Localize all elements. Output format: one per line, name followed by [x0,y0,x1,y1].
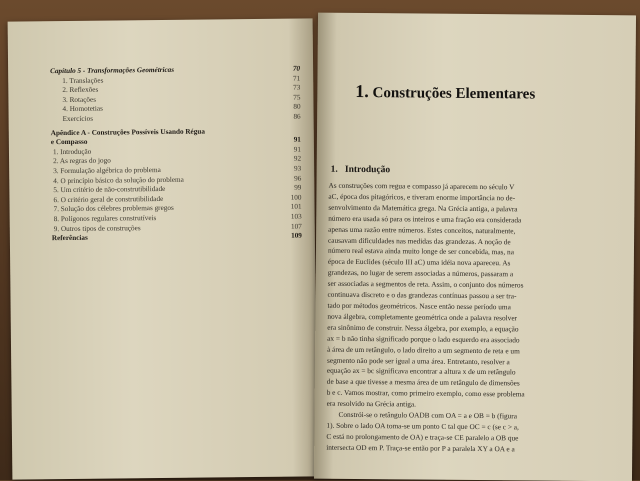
toc-entry-page: 73 [280,84,300,94]
toc-entry-label: e Compasso [51,138,88,148]
chapter-title-text: Construções Elementares [373,85,536,102]
body-line: As construções com regua e compasso já aparecem no século V [328,181,618,194]
body-line: à área de um retângulo, o lado direito a um segmento de reta e um [327,344,617,357]
body-line: grandezas, no lugar de serem associadas a números, passaram a [328,268,618,281]
toc-entry-label: Referências [52,234,88,244]
toc-entry-page: 91 [281,145,301,155]
body-line: ser associadas a segmentos de reta. Assim, o conjunto dos números [328,279,618,292]
body-line: b e c. Vamos mostrar, como primeiro exemplo, como esse problema [327,388,617,401]
section-number: 1. [331,165,338,175]
toc-entry-label: 3. Rotações [62,95,96,105]
body-line: era sinônimo de construir. Nessa álgebra, por exemplo, a equação [327,322,617,335]
body-line: causavam dificuldades nas medidas das grandezas. A noção de [328,235,618,248]
section-title-text: Introdução [345,165,390,175]
toc-entry-label: 6. O critério geral de construtibilidade [53,195,163,206]
toc-entry-page: 103 [282,212,302,222]
toc-entry-page: 101 [282,203,302,213]
body-line: ax = b não tinha significado porque o lado esquerdo era associado [327,333,617,346]
table-of-contents [50,65,302,244]
toc-entry-label: Apêndice A - Construções Possíveis Usando Régua [51,127,205,138]
toc-entry-page: 99 [281,184,301,194]
toc-entry-page: 86 [281,113,301,123]
body-line: de base a que tivesse a mesma área de um retângulo de dimensões [327,377,617,390]
body-line: número real estava ainda muito longe de ser concebida, mas, na [328,246,618,259]
toc-entry-label: 3. Formulação algébrica do problema [53,166,161,177]
body-line: 1). Sobre o lado OA toma-se um ponto C tal que OC = c (se c > a, [326,421,616,434]
body-line: apenas uma razão entre números. Estes conceitos, naturalmente, [328,224,618,237]
toc-entry-page: 92 [281,155,301,165]
chapter-number: 1. [355,81,369,101]
toc-entry-page: 93 [281,164,301,174]
toc-entry-page: 96 [281,174,301,184]
toc-entry-label: 4. O princípio básico da solução do problema [53,175,184,186]
body-line: era resolvido na Grécia antiga. [327,399,617,412]
toc-entry-page: 107 [282,222,302,232]
toc-entry-page: 71 [280,74,300,84]
body-line: continuava discreto e o das grandezas contínuas passou a ser tra- [328,290,618,303]
body-line: aC, época dos pitagóricos, e tiveram enorme importância no de- [328,192,618,205]
chapter-title [355,81,535,104]
toc-entry-label: 7. Solução dos célebres problemas gregos [54,204,174,215]
left-page [8,18,318,479]
body-line: intersecta OD em P. Traça-se então por P a paralela XY a OA e a [326,442,616,455]
toc-entry-label: 4. Homotetias [62,105,102,115]
toc-entry-label: 1. Translações [62,76,103,86]
toc-entry-label: 8. Polígonos regulares construtíveis [54,214,157,225]
toc-entry-label: 1. Introdução [53,147,91,157]
toc-entry-label: Capítulo 5 - Transformações Geométricas [50,66,174,77]
body-line: época de Euclides (século III aC) uma idéia nova apareceu. As [328,257,618,270]
section-title [331,165,391,176]
toc-entry-page: 80 [280,103,300,113]
body-line: segmento não pode ser igual a uma área. Entretanto, resolver a [327,355,617,368]
toc-entry-page: 70 [280,65,300,75]
body-text [326,181,618,456]
body-line: Constrói-se o retângulo OADB com OA = a e OB = b (figura [326,410,616,423]
toc-entry-label: 5. Um critério de não-construtibilidade [53,185,165,196]
toc-entry-page: 100 [281,193,301,203]
body-line: equação ax = bc significava encontrar a altura x de um retângulo [327,366,617,379]
toc-entry-label: Exercícios [63,115,93,125]
right-page [314,13,636,481]
body-line: C está no prolongamento de OA) e traça-se CE paralelo a OB que [326,432,616,445]
toc-entry-page: 109 [282,232,302,242]
body-line: senvolvimento da Matemática grega. Na Grécia antiga, a palavra [328,203,618,216]
body-line: tado por métodos geométricos. Nasce então nesse período uma [327,301,617,314]
toc-entry-label: 2. Reflexões [62,86,98,96]
toc-entry-label: 2. As regras do jogo [53,157,111,167]
toc-entry-label: 9. Outros tipos de construções [54,224,141,235]
body-line: nova álgebra, completamente geométrica onde a palavra resolver [327,312,617,325]
body-line: número era usada só para os inteiros e uma fração era considerada [328,213,618,226]
toc-entry-page: 75 [280,93,300,103]
toc-entry-page: 91 [281,136,301,146]
